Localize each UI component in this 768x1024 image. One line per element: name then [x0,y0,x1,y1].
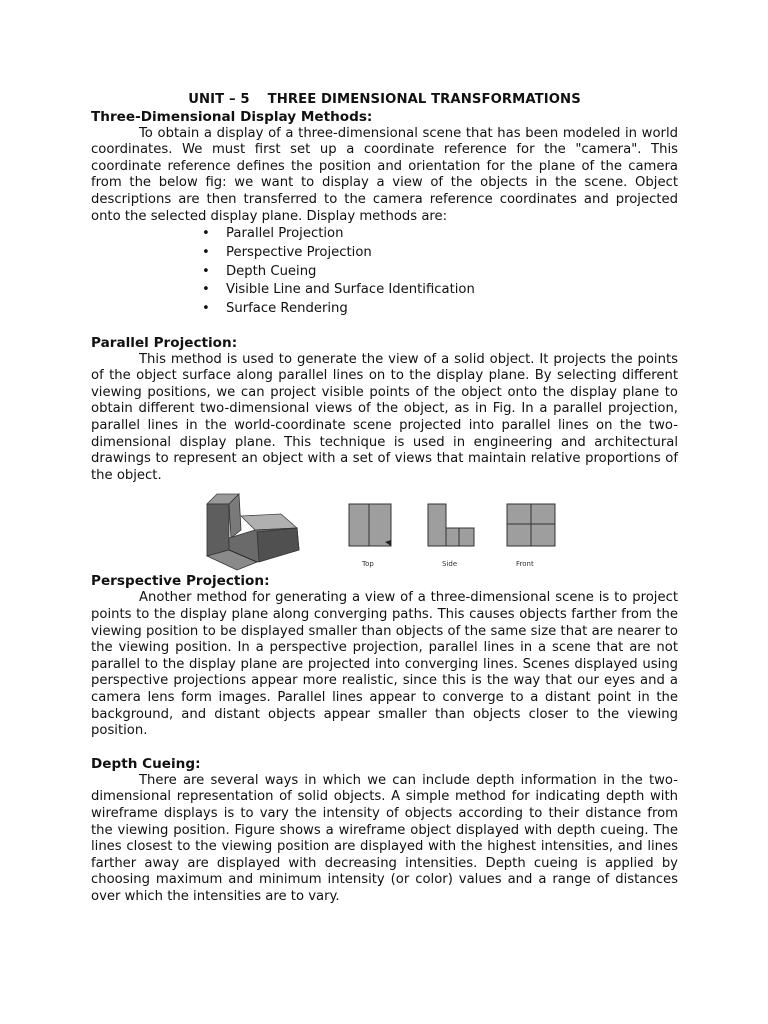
figure-label-front: Front [516,560,534,569]
side-view [428,504,474,546]
paragraph-depth-cueing: There are several ways in which we can include depth information in the two-dimensional representation of solid objects. A simple method for indicating depth with wireframe displays is to vary the intensity of objects according to their distance from the viewing position. Figure shows a wireframe object displayed with depth cueing. The lines closest to the viewing position are displayed with the highest intensities, and lines farther away are displayed with decreasing intensities. Depth cueing is applied by choosing maximum and minimum intensity (or color) values and a range of distances over which the intensities are to vary. [91,772,678,904]
unit-heading: THREE DIMENSIONAL TRANSFORMATIONS [267,92,581,107]
orthographic-views-illustration [91,488,678,573]
paragraph-display-methods: To obtain a display of a three-dimensional scene that has been modeled in world coordinates. We must first set up a coordinate reference for the "camera". This coordinate reference defines the position and orientation for the plane of the camera from the below fig: we want to display a view of the objects in the scene. Object descriptions are then transferred to the camera reference coordinates and projected onto the selected display plane. Display methods are: [91,125,678,224]
paragraph-perspective: Another method for generating a view of a three-dimensional scene is to project points to the display plane along converging paths. This causes objects farther from the viewing position to be displayed smaller than objects of the same size that are nearer to the viewing position. In a perspective projection, parallel lines in a scene that are not parallel to the display plane are projected into converging lines. Scenes displayed using perspective projections appear more realistic, since this is the way that our eyes and a camera lens form images. Parallel lines appear to converge to a distant point in the background, and distant objects appear smaller than objects closer to the viewing position. [91,590,678,739]
figure-label-top: Top [362,560,374,569]
unit-number: UNIT – 5 [188,92,250,107]
unit-title [91,92,678,109]
list-item: • Depth Cueing [202,263,678,282]
section-heading-parallel: Parallel Projection: [91,334,238,351]
solid-object-3d [207,494,299,570]
list-item: • Visible Line and Surface Identification [202,281,678,300]
display-methods-list [91,225,678,319]
top-view [349,504,391,546]
section-heading-display-methods: Three-Dimensional Display Methods: [91,108,373,125]
section-heading-perspective: Perspective Projection: [91,573,270,590]
document-page [91,92,678,906]
list-item: • Surface Rendering [202,300,678,319]
parallel-projection-figure [91,488,678,573]
front-view [507,504,555,546]
paragraph-parallel: This method is used to generate the view of a solid object. It projects the points of the object surface along parallel lines on to the display plane. By selecting different viewing positions, we can project visible points of the object onto the display plane to obtain different two-dimensional views of the object, as in Fig. In a parallel projection, parallel lines in the world-coordinate scene projected into parallel lines on the two-dimensional display plane. This technique is used in engineering and architectural drawings to represent an object with a set of views that maintain relative proportions of the object. [91,351,678,483]
section-heading-depth-cueing: Depth Cueing: [91,755,201,772]
figure-label-side: Side [442,560,458,569]
list-item: • Parallel Projection [202,225,678,244]
list-item: • Perspective Projection [202,244,678,263]
